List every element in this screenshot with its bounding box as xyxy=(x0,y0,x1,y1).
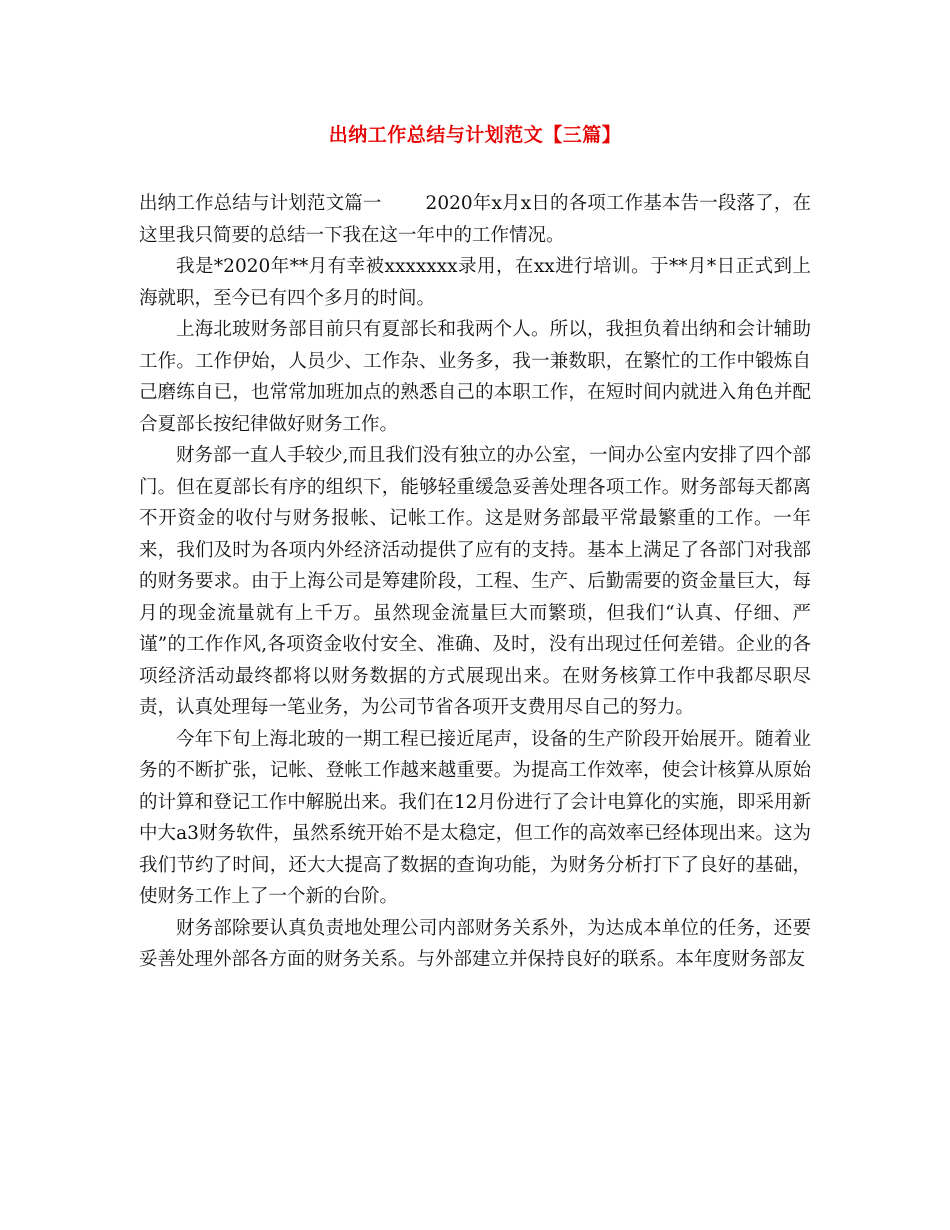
document-body xyxy=(139,188,811,976)
paragraph-1 xyxy=(139,188,811,251)
section-heading: 出纳工作总结与计划范文篇一 xyxy=(139,193,382,214)
paragraph-3: 上海北玻财务部目前只有夏部长和我两个人。所以，我担负着出纳和会计辅助工作。工作伊始，人员少、工作杂、业务多，我一兼数职，在繁忙的工作中锻炼自己磨练自已，也常常加班加点的熟悉自己的本职工作，在短时间内就进入角色并配合夏部长按纪律做好财务工作。 xyxy=(139,319,811,435)
paragraph-5: 今年下旬上海北玻的一期工程已接近尾声，设备的生产阶段开始展开。随着业务的不断扩张，记帐、登帐工作越来越重要。为提高工作效率，使会计核算从原始的计算和登记工作中解脱出来。我们在12月份进行了会计电算化的实施，即采用新中大a3财务软件，虽然系统开始不是太稳定，但工作的高效率已经体现出来。这为我们节约了时间，还大大提高了数据的查询功能，为财务分析打下了良好的基础，使财务工作上了一个新的台阶。 xyxy=(139,728,811,907)
paragraph-2: 我是*2020年**月有幸被xxxxxxx录用，在xx进行培训。于**月*日正式到上海就职，至今已有四个多月的时间。 xyxy=(139,256,811,309)
document-title: 出纳工作总结与计划范文【三篇】 xyxy=(328,124,622,146)
paragraph-4: 财务部一直人手较少,而且我们没有独立的办公室，一间办公室内安排了四个部门。但在夏部长有序的组织下，能够轻重缓急妥善处理各项工作。财务部每天都离不开资金的收付与财务报帐、记帐工作。这是财务部最平常最繁重的工作。一年来，我们及时为各项内外经济活动提供了应有的支持。基本上满足了各部门对我部的财务要求。由于上海公司是筹建阶段，工程、生产、后勤需要的资金量巨大，每月的现金流量就有上千万。虽然现金流量巨大而繁琐，但我们“认真、仔细、严谨”的工作作风,各项资金收付安全、准确、及时，没有出现过任何差错。企业的各项经济活动最终都将以财务数据的方式展现出来。在财务核算工作中我都尽职尽责，认真处理每一笔业务，为公司节省各项开支费用尽自己的努力。 xyxy=(139,445,811,718)
paragraph-6: 财务部除要认真负责地处理公司内部财务关系外，为达成本单位的任务，还要妥善处理外部各方面的财务关系。与外部建立并保持良好的联系。本年度财务部友 xyxy=(139,917,811,970)
paragraph-1-text: 2020年x月x日的各项工作基本告一段落了，在这里我只简要的总结一下我在这一年中的工作情况。 xyxy=(139,193,811,246)
